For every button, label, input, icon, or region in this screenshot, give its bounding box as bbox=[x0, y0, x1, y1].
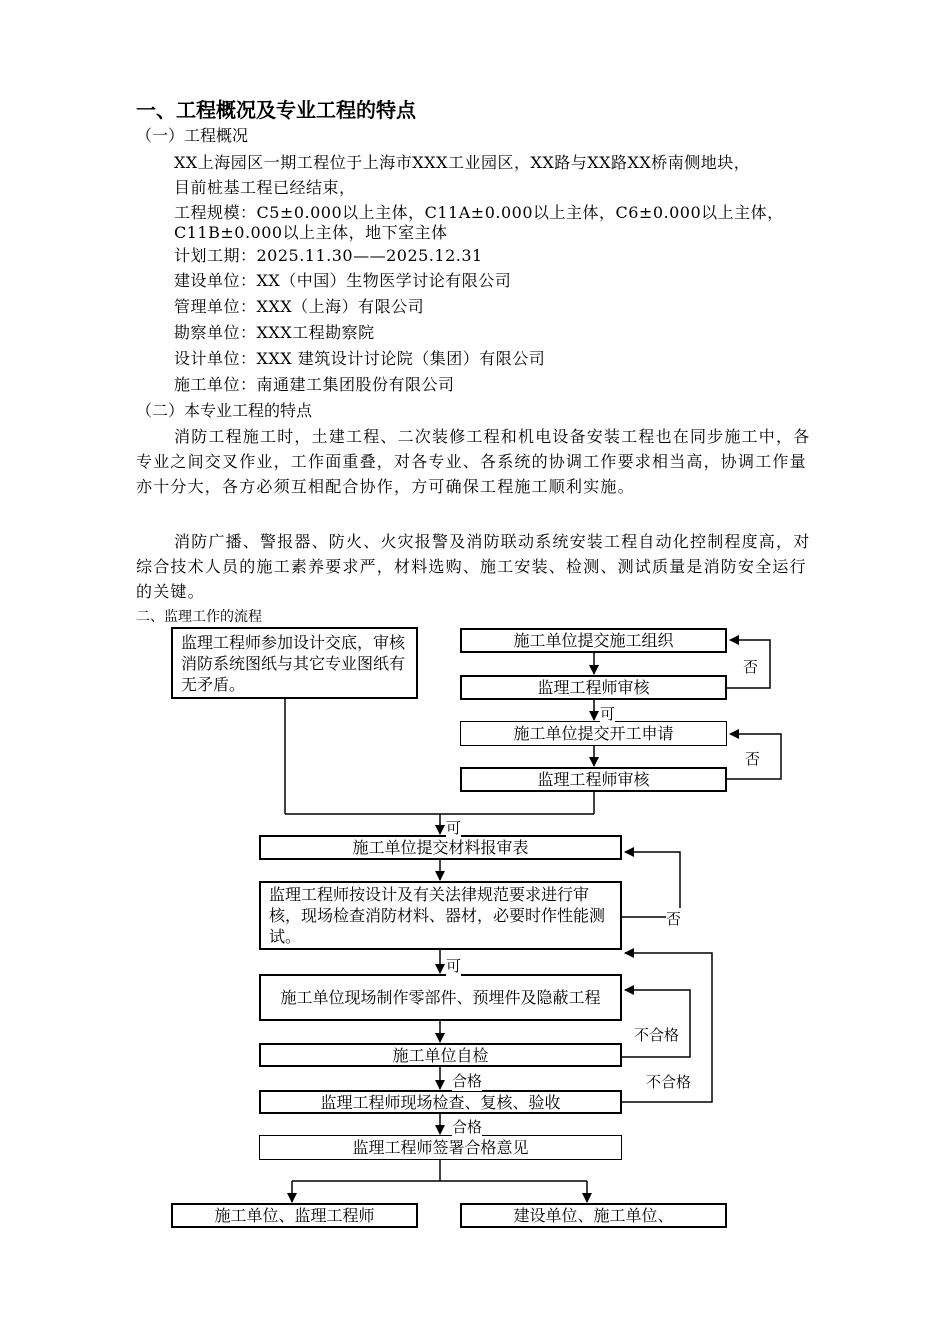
overview-line: 施工单位：南通建工集团股份有限公司 bbox=[174, 375, 455, 394]
approve-label: 可 bbox=[446, 819, 462, 837]
features-heading: （二）本专业工程的特点 bbox=[136, 401, 313, 420]
engineer-review-box-1: 监理工程师审核 bbox=[460, 675, 727, 700]
overview-line: 管理单位：XXX（上海）有限公司 bbox=[174, 297, 425, 316]
design-review-box: 监理工程师参加设计交底，审核消防系统图纸与其它专业图纸有无矛盾。 bbox=[171, 627, 418, 699]
approve-label: 可 bbox=[446, 957, 462, 975]
site-inspection-box: 监理工程师现场检查、复核、验收 bbox=[259, 1090, 622, 1114]
fail-label: 不合格 bbox=[634, 1026, 680, 1044]
features-paragraph: 消防广播、警报器、防火、火灾报警及消防联动系统安装工程自动化控制程度高，对综合技术人员的施工素养要求严，材料选购、施工安装、检测、测试质量是消防安全运行的关键。 bbox=[136, 532, 811, 601]
overview-line: 建设单位：XX（中国）生物医学讨论有限公司 bbox=[174, 271, 512, 290]
make-parts-box: 施工单位现场制作零部件、预埋件及隐蔽工程 bbox=[259, 974, 622, 1021]
overview-line: 目前桩基工程已经结束， bbox=[174, 178, 356, 197]
reject-label: 否 bbox=[745, 750, 761, 768]
overview-line: 勘察单位：XXX工程勘察院 bbox=[174, 323, 375, 342]
overview-line: C11B±0.000以上主体，地下室主体 bbox=[174, 223, 448, 242]
submit-construction-org-box: 施工单位提交施工组织 bbox=[460, 628, 727, 653]
engineer-review-box-2: 监理工程师审核 bbox=[460, 767, 727, 792]
section-title: 一、工程概况及专业工程的特点 bbox=[136, 98, 416, 122]
overview-line: 工程规模：C5±0.000以上主体，C11A±0.000以上主体，C6±0.000以上主体， bbox=[174, 203, 784, 222]
submit-material-form-box: 施工单位提交材料报审表 bbox=[259, 835, 622, 860]
approve-label: 可 bbox=[600, 705, 616, 723]
features-paragraph: 消防工程施工时，土建工程、二次装修工程和机电设备安装工程也在同步施工中，各专业之间交叉作业，工作面重叠，对各专业、各系统的协调工作要求相当高，协调工作量亦十分大，各方必须互相配合协作，方可确保工程施工顺利实施。 bbox=[136, 427, 811, 496]
pass-label: 合格 bbox=[452, 1072, 483, 1090]
pass-label: 合格 bbox=[452, 1118, 483, 1136]
bottom-left-box: 施工单位、监理工程师 bbox=[171, 1203, 418, 1228]
sign-approval-box: 监理工程师签署合格意见 bbox=[259, 1135, 622, 1160]
bottom-right-box: 建设单位、施工单位、 bbox=[460, 1203, 727, 1228]
flow-section-title: 二、监理工作的流程 bbox=[136, 609, 262, 625]
overview-heading: （一）工程概况 bbox=[136, 126, 249, 145]
overview-line: 设计单位：XXX 建筑设计讨论院（集团）有限公司 bbox=[174, 349, 546, 368]
material-review-box: 监理工程师按设计及有关法律规范要求进行审核，现场检查消防材料、器材，必要时作性能测试。 bbox=[259, 881, 622, 950]
self-check-box: 施工单位自检 bbox=[259, 1043, 622, 1067]
overview-line: 计划工期：2025.11.30——2025.12.31 bbox=[174, 246, 483, 265]
fail-label: 不合格 bbox=[646, 1073, 692, 1091]
reject-label: 否 bbox=[666, 910, 682, 928]
submit-start-application-box: 施工单位提交开工申请 bbox=[460, 721, 727, 746]
reject-label: 否 bbox=[743, 658, 759, 676]
overview-line: XX上海园区一期工程位于上海市XXX工业园区，XX路与XX路XX桥南侧地块， bbox=[174, 153, 751, 172]
